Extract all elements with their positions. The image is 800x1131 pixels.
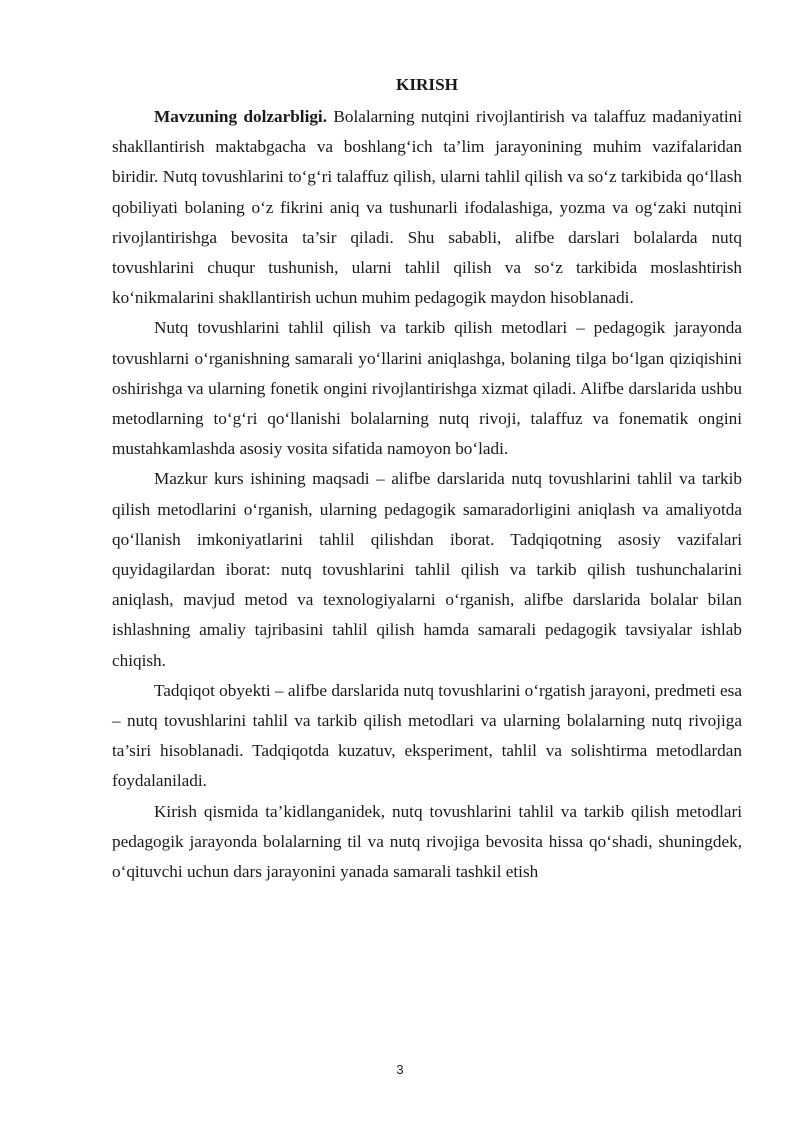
- paragraph-aim: [112, 464, 742, 675]
- paragraph-lead: Mavzuning dolzarbligi.: [154, 107, 328, 126]
- paragraph-conclusion: [112, 797, 742, 888]
- paragraph-text: Nutq tovushlarini tahlil qilish va tarkib qilish metodlari – pedagogik jarayonda tovushlarni o‘rganishning samarali yo‘llarini aniqlashga, bolaning tilga bo‘lgan qiziqishini oshirishga va ularning fonetik ongini rivojlantirishga xizmat qiladi. Alifbe darslarida ushbu metodlarning to‘g‘ri qo‘llanishi bolalarning nutq rivoji, talaffuz va fonematik ongini mustahkamlashda asosiy vosita sifatida namoyon bo‘ladi.: [112, 318, 742, 459]
- paragraph-object: [112, 676, 742, 797]
- page-content: [112, 72, 742, 887]
- paragraph-methods: [112, 313, 742, 464]
- section-title: KIRISH: [395, 75, 459, 94]
- paragraph-text: Mazkur kurs ishining maqsadi – alifbe darslarida nutq tovushlarini tahlil va tarkib qilish metodlarini o‘rganish, ularning pedagogik samaradorligini aniqlash va amaliyotda qo‘llanish imkoniyatlarini tahlil qilishdan iborat. Tadqiqotning asosiy vazifalari quyidagilardan iborat: nutq tovushlarini tahlil qilish va tarkib qilish tushunchalarini aniqlash, mavjud metod va texnologiyalarni o‘rganish, alifbe darslarida bolalar bilan ishlashning amaliy tajribasini tahlil qilish hamda samarali pedagogik tavsiyalar ishlab chiqish.: [112, 469, 742, 670]
- paragraph-text: Bolalarning nutqini rivojlantirish va talaffuz madaniyatini shakllantirish maktabgacha va boshlang‘ich ta’lim jarayonining muhim vazifalaridan biridir. Nutq tovushlarini to‘g‘ri talaffuz qilish, ularni tahlil qilish va so‘z tarkibida qo‘llash qobiliyati bolaning o‘z fikrini aniq va tushunarli ifodalashiga, yozma va og‘zaki nutqini rivojlantirishga bevosita ta’sir qiladi. Shu sababli, alifbe darslari bolalarda nutq tovushlarini chuqur tushunish, ularni tahlil qilish va so‘z tarkibida moslashtirish ko‘nikmalarini shakllantirish uchun muhim pedagogik maydon hisoblanadi.: [112, 107, 742, 308]
- page-number: 3: [396, 1062, 404, 1077]
- paragraph-text: Tadqiqot obyekti – alifbe darslarida nutq tovushlarini o‘rgatish jarayoni, predmeti esa – nutq tovushlarini tahlil va tarkib qilish metodlari va ularning bolalarning nutq rivojiga ta’siri hisoblanadi. Tadqiqotda kuzatuv, eksperiment, tahlil va solishtirma metodlardan foydalaniladi.: [112, 680, 742, 791]
- paragraph-text: Kirish qismida ta’kidlanganidek, nutq tovushlarini tahlil va tarkib qilish metodlari pedagogik jarayonda bolalarning til va nutq rivojiga bevosita hissa qo‘shadi, shuningdek, o‘qituvchi uchun dars jarayonini yanada samarali tashkil etish: [112, 801, 742, 882]
- paragraph-relevance: [112, 102, 742, 313]
